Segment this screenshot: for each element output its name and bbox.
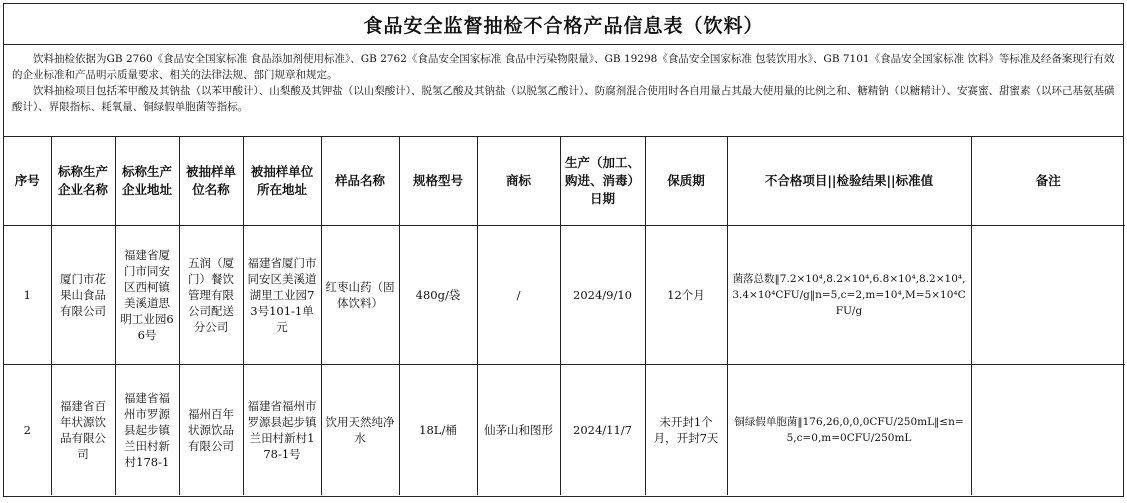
- cell-producer-name: 福建省百年状源饮品有限公司: [51, 365, 115, 496]
- cell-sampled-unit: 五润（厦门）餐饮管理有限公司配送分公司: [179, 226, 243, 365]
- page-title: 食品安全监督抽检不合格产品信息表（饮料）: [4, 4, 1123, 45]
- header-date: 生产（加工、购进、消毒）日期: [560, 137, 645, 226]
- cell-date: 2024/11/7: [560, 365, 645, 496]
- cell-producer-address: 福建省福州市罗源县起步镇兰田村新村178-1: [115, 365, 179, 496]
- cell-shelf-life: 未开封1个月，开封7天: [645, 365, 727, 496]
- cell-producer-name: 厦门市花果山食品有限公司: [51, 226, 115, 365]
- cell-failure: 铜绿假单胞菌‖176,26,0,0,0CFU/250mL‖≤n=5,c=0,m=0CFU/250mL: [727, 365, 971, 496]
- cell-no: 1: [4, 226, 51, 365]
- header-producer-address: 标称生产企业地址: [115, 137, 179, 226]
- header-sampled-address: 被抽样单位所在地址: [243, 137, 321, 226]
- note-standards: 饮料抽检依据为GB 2760《食品安全国家标准 食品添加剂使用标准》、GB 2762《食品安全国家标准 食品中污染物限量》、GB 19298《食品安全国家标准 包装饮用水》、GB 7101《食品安全国家标准 饮料》等标准及经备案现行有效的企业标准和产品明示质量要求、相关的法律法规、部门规章和规定。: [12, 53, 1115, 81]
- header-sampled-unit: 被抽样单位名称: [179, 137, 243, 226]
- cell-no: 2: [4, 365, 51, 496]
- cell-sampled-address: 福建省厦门市同安区美溪道湖里工业园73号101-1单元: [243, 226, 321, 365]
- header-sample-name: 样品名称: [321, 137, 399, 226]
- header-shelf-life: 保质期: [645, 137, 727, 226]
- header-failure: 不合格项目||检验结果||标准值: [727, 137, 971, 226]
- header-brand: 商标: [477, 137, 560, 226]
- result-table: [4, 137, 1125, 495]
- cell-remark: [971, 226, 1125, 365]
- cell-brand: /: [477, 226, 560, 365]
- cell-date: 2024/9/10: [560, 226, 645, 365]
- cell-spec: 480g/袋: [399, 226, 477, 365]
- cell-sampled-address: 福建省福州市罗源县起步镇兰田村新村178-1号: [243, 365, 321, 496]
- cell-producer-address: 福建省厦门市同安区西柯镇美溪道思明工业园66号: [115, 226, 179, 365]
- cell-failure: 菌落总数‖7.2×10⁴,8.2×10⁴,6.8×10⁴,8.2×10⁴,3.4×10⁴CFU/g‖n=5,c=2,m=10⁴,M=5×10⁴CFU/g: [727, 226, 971, 365]
- header-no: 序号: [4, 137, 51, 226]
- table-header-row: [4, 137, 1125, 226]
- notes-section: [4, 45, 1123, 137]
- header-spec: 规格型号: [399, 137, 477, 226]
- cell-sampled-unit: 福州百年状源饮品有限公司: [179, 365, 243, 496]
- cell-shelf-life: 12个月: [645, 226, 727, 365]
- cell-remark: [971, 365, 1125, 496]
- table-row: [4, 365, 1125, 496]
- header-producer-name: 标称生产企业名称: [51, 137, 115, 226]
- cell-spec: 18L/桶: [399, 365, 477, 496]
- table-row: [4, 226, 1125, 365]
- note-items: 饮料抽检项目包括苯甲酸及其钠盐（以苯甲酸计）、山梨酸及其钾盐（以山梨酸计）、脱氢乙酸及其钠盐（以脱氢乙酸计）、防腐剂混合使用时各自用量占其最大使用量的比例之和、糖精钠（以糖精计）、安赛蜜、甜蜜素（以环己基氨基磺酸计）、界限指标、耗氧量、铜绿假单胞菌等指标。: [12, 85, 1115, 113]
- cell-brand: 仙茅山和图形: [477, 365, 560, 496]
- cell-sample-name: 饮用天然纯净水: [321, 365, 399, 496]
- cell-sample-name: 红枣山药（固体饮料）: [321, 226, 399, 365]
- header-remark: 备注: [971, 137, 1125, 226]
- info-sheet: [3, 3, 1124, 497]
